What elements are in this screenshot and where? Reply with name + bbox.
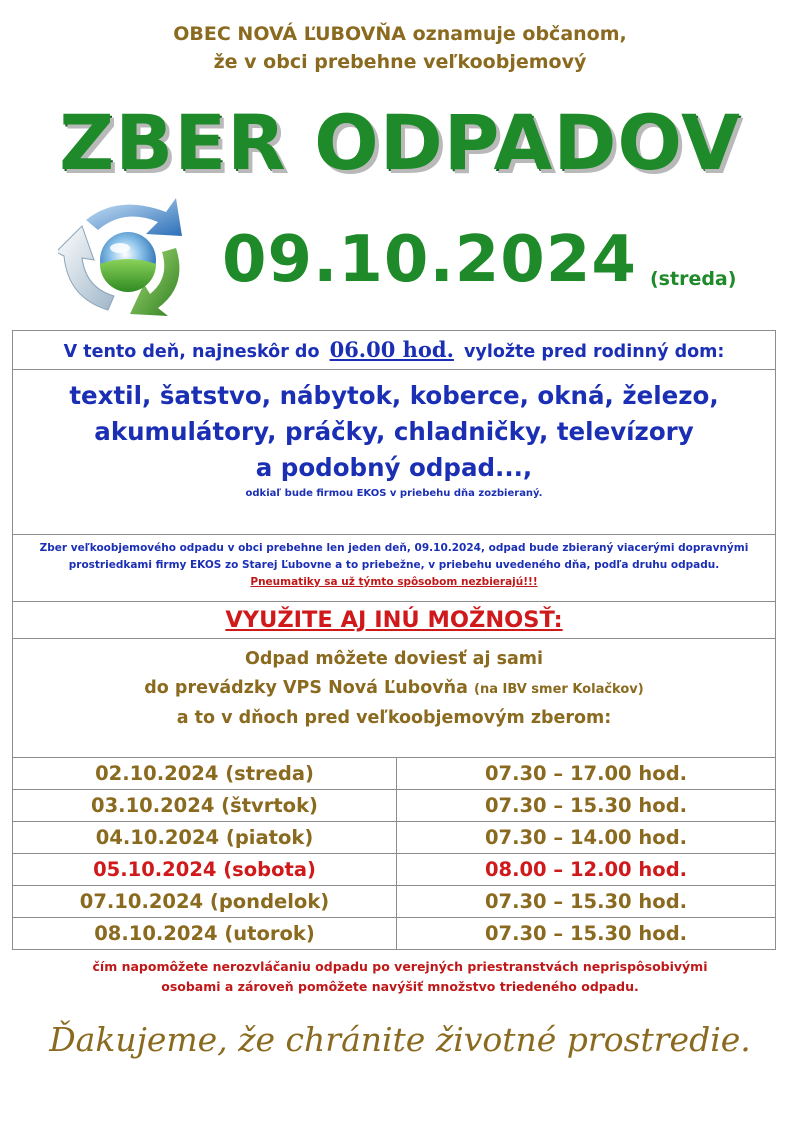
schedule-hours: 07.30 – 14.00 hod. [397, 822, 776, 854]
schedule-hours: 08.00 – 12.00 hod. [397, 854, 776, 886]
alternative-heading-box [12, 601, 776, 639]
schedule-hours: 07.30 – 15.30 hod. [397, 886, 776, 918]
instruction-after: vyložte pred rodinný dom: [464, 342, 725, 362]
event-day: (streda) [650, 268, 737, 290]
waste-items-line-3: a podobný odpad..., [255, 453, 533, 482]
notice-line-2: prostriedkami firmy EKOS zo Starej Ľubovne a to priebežne, v priebehu uvedeného dňa, podľa druhu odpadu. [68, 559, 720, 571]
schedule-row [13, 886, 776, 918]
schedule-row [13, 790, 776, 822]
footer-line-2: osobami a zároveň pomôžete navýšiť množstvo triedeného odpadu. [161, 979, 639, 994]
schedule-date: 08.10.2024 (utorok) [13, 918, 397, 950]
header-line-1: OBEC NOVÁ ĽUBOVŇA oznamuje občanom, [173, 23, 627, 45]
schedule-hours: 07.30 – 15.30 hod. [397, 790, 776, 822]
collection-note: odkiaľ bude firmou EKOS v priebehu dňa zozbieraný. [245, 488, 543, 499]
schedule-row [13, 758, 776, 790]
collection-notice-box [12, 534, 776, 602]
schedule-row [13, 918, 776, 950]
instruction-box [12, 330, 776, 370]
self-delivery-location-note: (na IBV smer Kolačkov) [474, 682, 644, 697]
footer-note [0, 957, 800, 997]
schedule-date: 05.10.2024 (sobota) [13, 854, 397, 886]
footer-line-1: čím napomôžete nerozvláčaniu odpadu po verejných priestranstvách neprispôsobivými [92, 959, 708, 974]
event-date: 09.10.2024 [222, 223, 637, 297]
self-delivery-box [12, 638, 776, 758]
schedule-table [12, 757, 776, 950]
waste-items-box [12, 369, 776, 535]
schedule-date: 04.10.2024 (piatok) [13, 822, 397, 854]
thanks-message: Ďakujeme, že chránite životné prostredie. [49, 1020, 751, 1059]
alternative-heading: VYUŽITE AJ INÚ MOŽNOSŤ: [225, 607, 563, 633]
schedule-hours: 07.30 – 17.00 hod. [397, 758, 776, 790]
page-title: ZBER ODPADOV [59, 98, 741, 187]
self-delivery-line-1: Odpad môžete doviesť aj sami [244, 649, 544, 669]
announcement-header [0, 20, 800, 76]
instruction-deadline: 06.00 hod. [329, 337, 454, 362]
self-delivery-location: do prevádzky VPS Nová Ľubovňa [144, 678, 468, 698]
notice-line-1: Zber veľkoobjemového odpadu v obci prebehne len jeden deň, 09.10.2024, odpad bude zbieraný viacerými dopravnými [39, 542, 749, 554]
waste-items-text [13, 378, 775, 486]
waste-items-line-1: textil, šatstvo, nábytok, koberce, okná, železo, [69, 381, 719, 410]
schedule-date: 03.10.2024 (štvrtok) [13, 790, 397, 822]
waste-items-line-2: akumulátory, práčky, chladničky, televízory [94, 417, 694, 446]
header-line-2: že v obci prebehne veľkoobjemový [213, 51, 587, 73]
schedule-date: 07.10.2024 (pondelok) [13, 886, 397, 918]
self-delivery-line-3: a to v dňoch pred veľkoobjemovým zberom: [176, 708, 612, 728]
schedule-row [13, 822, 776, 854]
instruction-before: V tento deň, najneskôr do [63, 342, 320, 362]
schedule-hours: 07.30 – 15.30 hod. [397, 918, 776, 950]
schedule-date: 02.10.2024 (streda) [13, 758, 397, 790]
recycling-globe-icon [58, 190, 198, 318]
self-delivery-line-2 [13, 674, 775, 704]
schedule-row-saturday [13, 854, 776, 886]
tires-warning: Pneumatiky sa už týmto spôsobom nezbierajú!!! [250, 576, 538, 588]
